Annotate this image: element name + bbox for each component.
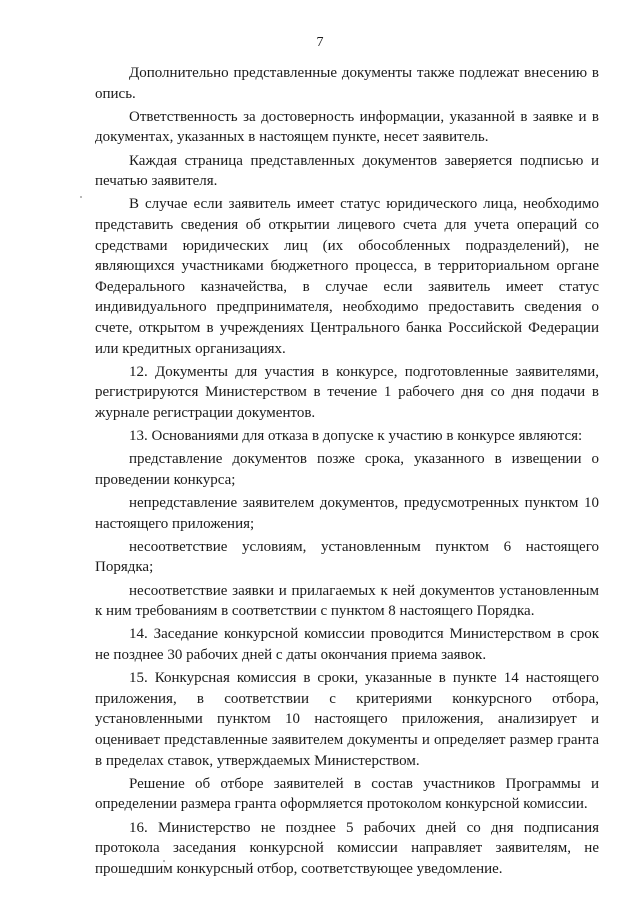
paragraph: 14. Заседание конкурсной комиссии проводится Министерством в срок не позднее 30 рабочих дней с даты окончания приема заявок.: [95, 626, 599, 663]
paragraph: Каждая страница представленных документов заверяется подписью и печатью заявителя.: [95, 152, 599, 190]
paragraph: 12. Документы для участия в конкурсе, подготовленные заявителями, регистрируются Министерством в течение 1 рабочего дня со дня подачи в журнале регистрации документов.: [95, 363, 599, 421]
list-item: представление документов позже срока, указанного в извещении о проведении конкурса;: [95, 451, 599, 488]
list-item: несоответствие заявки и прилагаемых к ней документов установленным к ним требованиям в соответствии с пунктом 8 настоящего Порядка.: [95, 582, 599, 620]
paragraph: В случае если заявитель имеет статус юридического лица, необходимо представить сведения об открытии лицевого счета для учета операций со средствами юридических лиц (их обособленных подразделений), не являющихся участниками бюджетного процесса, в территориальном органе Федерального казначейства, в случае если заявитель имеет статус индивидуального предпринимателя, необходимо предоставить сведения о счете, открытом в учреждениях Центрального банка Российской Федерации или кредитных организациях.: [95, 196, 599, 357]
paragraph: Дополнительно представленные документы также подлежат внесению в опись.: [95, 65, 599, 102]
document-body: [95, 63, 599, 882]
page-number: 7: [316, 35, 324, 50]
scan-speck: [80, 196, 82, 198]
paragraph: 16. Министерство не позднее 5 рабочих дней со дня подписания протокола заседания конкурсной комиссии направляет заявителям, не прошедшим конкурсный отбор, соответствующее уведомление.: [95, 819, 599, 877]
paragraph: 13. Основаниями для отказа в допуске к участию в конкурсе являются:: [129, 428, 583, 445]
paragraph: Решение об отборе заявителей в состав участников Программы и определении размера гранта оформляется протоколом конкурсной комиссии.: [95, 775, 599, 813]
list-item: непредставление заявителем документов, предусмотренных пунктом 10 настоящего приложения;: [95, 495, 599, 532]
list-item: несоответствие условиям, установленным пунктом 6 настоящего Порядка;: [95, 538, 599, 576]
paragraph: 15. Конкурсная комиссия в сроки, указанные в пункте 14 настоящего приложения, в соответствии с критериями конкурсного отбора, установленными пунктом 10 настоящего приложения, анализирует и оценивает представленные заявителем документы и определяет размер гранта в пределах ставок, утверждаемых Министерством.: [95, 670, 599, 769]
paragraph: Ответственность за достоверность информации, указанной в заявке и в документах, указанных в настоящем пункте, несет заявитель.: [95, 108, 599, 146]
